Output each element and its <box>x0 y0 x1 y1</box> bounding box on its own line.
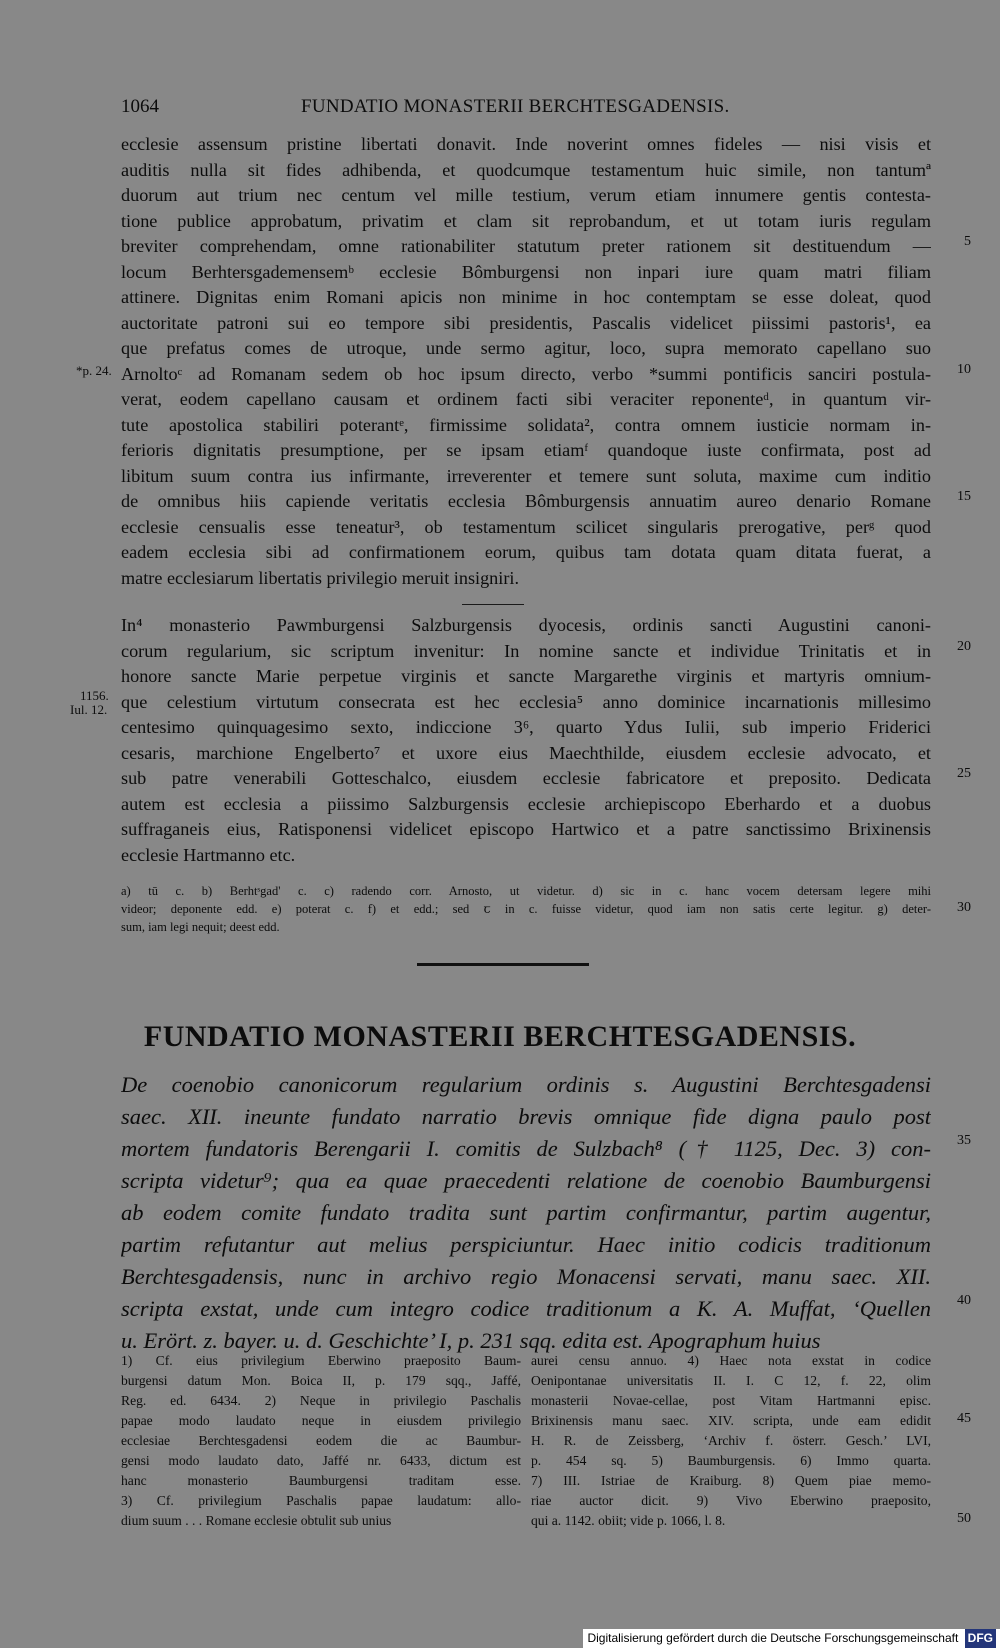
critical-apparatus <box>121 882 971 936</box>
text-line: 1) Cf. eius privilegium Eberwino praeposito Baum- <box>121 1353 521 1368</box>
page-number: 1064 <box>121 96 159 117</box>
line-number: 15 <box>957 489 971 504</box>
section-1-text <box>121 132 971 591</box>
line-number: 5 <box>964 234 971 249</box>
text-line: que celestium virtutum consecrata est hec ecclesia⁵ anno dominice incarnationis millesimo <box>121 691 931 712</box>
text-line: burgensi datum Mon. Boica II, p. 179 sqq., Jaffé, <box>121 1373 521 1388</box>
text-line: locum Berhtersgademensemᵇ ecclesie Bômburgensi non inpari iure quam matri filiam <box>121 261 931 282</box>
margin-date: Iul. 12. <box>70 702 108 717</box>
text-line: videor; deponente edd. e) poterat c. f) et edd.; sed ꞇ in c. fuisse videtur, quod iam non satis certe legitur. g) deter- <box>121 902 931 916</box>
text-line: eadem ecclesia sibi ad confirmationem eorum, quibus tam dotata quam ditata fuerat, a <box>121 542 931 562</box>
digitization-credit <box>583 1629 1000 1648</box>
text-line: Oenipontanae universitatis II. I. C 12, f. 22, olim <box>531 1373 931 1388</box>
text-line: autem est ecclesia a piissimo Salzburgensis ecclesie archiepiscopo Eberhardo et a duobus <box>121 793 931 814</box>
text-line: tione publice approbatum, privatim et clam sit reprobandum, et ut totam iuris regulam <box>121 210 931 231</box>
text-line: u. Erört. z. bayer. u. d. Geschichte’ I, p. 231 sqq. edita est. Apographum huius <box>121 1328 821 1353</box>
text-line: honore sancte Marie perpetue virginis et sancte Margarethe virginis et martyris omnium- <box>121 666 931 686</box>
article-title: FUNDATIO MONASTERII BERCHTESGADENSIS. <box>143 1020 857 1053</box>
line-number: 30 <box>957 900 971 915</box>
text-line: ecclesie assensum pristine libertati donavit. Inde noverint omnes fideles — nisi visis et <box>121 134 931 154</box>
text-line: de omnibus hiis capiende veritatis ecclesia Bômburgensis annuatim aureo denario Romane <box>121 491 931 511</box>
text-line: p. 454 sq. 5) Baumburgensis. 6) Immo quarta. <box>531 1453 931 1468</box>
credit-text: Digitalisierung gefördert durch die Deutsche Forschungsgemeinschaft <box>587 1631 959 1645</box>
line-number: 10 <box>957 361 971 377</box>
line-number: 40 <box>957 1293 971 1308</box>
text-line: mortem fundatoris Berengarii I. comitis de Sulzbach⁸ († 1125, Dec. 3) con- <box>121 1136 931 1161</box>
running-title: FUNDATIO MONASTERII BERCHTESGADENSIS. <box>301 96 730 117</box>
text-line: sub patre venerabili Gotteschalco, eiusdem ecclesie fabricatore et preposito. Dedicata <box>121 768 931 788</box>
text-line: papae modo laudato neque in eiusdem privilegio <box>121 1413 521 1428</box>
margin-year: 1156. <box>80 688 109 703</box>
line-number: 45 <box>957 1411 971 1426</box>
text-line: H. R. de Zeissberg, ‘Archiv f. österr. Gesch.’ LVI, <box>531 1433 931 1448</box>
dfg-logo: DFG <box>965 1629 996 1648</box>
text-line: De coenobio canonicorum regularium ordinis s. Augustini Berchtesgadensi <box>121 1072 931 1097</box>
text-line: breviter comprehendam, omne rationabiliter statutum preter rationem sit destituendum — <box>121 236 931 256</box>
text-line: saec. XII. ineunte fundato narratio brevis omnique fide digna paulo post <box>121 1104 931 1129</box>
text-line: verat, eodem capellano causam et ordinem facti sibi veraciter reponenteᵈ, in quantum vir- <box>121 389 931 409</box>
text-line: monasterii Novae-cellae, post Vitam Hartmanni episc. <box>531 1393 931 1408</box>
text-line: scripta videtur⁹; qua ea quae praecedenti relatione de coenobio Baumburgensi <box>121 1168 931 1193</box>
text-line: centesimo quinquagesimo sexto, indiccione 3⁶, quarto Ydus Iulii, sub imperio Friderici <box>121 717 931 737</box>
section-2-text <box>121 613 971 868</box>
text-line: Arnoltoᶜ ad Romanam sedem ob hoc ipsum directo, verbo *summi pontificis sanciri postula- <box>121 363 931 384</box>
text-line: scripta exstat, unde cum integro codice traditionum a K. A. Muffat, ‘Quellen <box>121 1296 931 1321</box>
intro-text <box>121 1069 971 1357</box>
text-line: libitum suum contra ius infirmante, irreverenter et temere sunt soluta, maxime cum inditio <box>121 465 931 486</box>
text-line: ecclesie Hartmanno etc. <box>121 844 296 865</box>
text-line: Reg. ed. 6434. 2) Neque in privilegio Paschalis <box>121 1393 521 1408</box>
text-line: ferioris dignitatis presumptione, per se ipsam etiamᶠ quandoque iuste confirmata, post ad <box>121 440 931 460</box>
text-line: duorum aut trium nec centum vel mille testium, verum etiam innumere gentis contesta- <box>121 185 931 205</box>
text-line: matre ecclesiarum libertatis privilegio meruit insigniri. <box>121 567 519 588</box>
text-line: qui a. 1142. obiit; vide p. 1066, l. 8. <box>531 1513 726 1528</box>
text-line: attinere. Dignitas enim Romani apicis non minime in hoc contemptam se esse doleat, quod <box>121 287 931 307</box>
text-line: dium suum . . . Romane ecclesie obtulit sub unius <box>121 1513 392 1528</box>
footnotes-left-column <box>121 1351 521 1531</box>
text-line: a) tū c. b) Berhtˢgad' c. c) radendo corr. Arnosto, ut videtur. d) sic in c. hanc vocem detersam legere mihi <box>121 884 931 898</box>
text-line: que prefatus comes de utroque, unde sermo agitur, loco, supra memorato capellano suo <box>121 338 931 358</box>
text-line: Brixinensis manu saec. XIV. scripta, unde eam edidit <box>531 1413 931 1428</box>
text-line: hanc monasterio Baumburgensi traditam esse. <box>121 1473 521 1488</box>
text-line: auctoritate patroni sui eo tempore sibi presidentis, Pascalis videlicet piissimi pastoris¹, ea <box>121 312 931 333</box>
text-line: aurei censu annuo. 4) Haec nota exstat in codice <box>531 1353 931 1368</box>
line-number: 50 <box>957 1511 971 1526</box>
text-line: suffraganeis eius, Ratisponensi videlicet episcopo Hartwico et a patre sanctissimo Brixinensis <box>121 819 931 839</box>
text-line: 7) III. Istriae de Kraiburg. 8) Quem piae memo- <box>531 1473 931 1488</box>
double-rule <box>417 963 589 966</box>
text-line: gensi modo laudato dato, Jaffé nr. 6433, dictum est <box>121 1453 521 1468</box>
text-line: riae auctor dicit. 9) Vivo Eberwino praeposito, <box>531 1493 931 1508</box>
text-line: Berchtesgadensis, nunc in archivo regio Monacensi servati, manu saec. XII. <box>121 1264 931 1289</box>
line-number: 20 <box>957 638 971 654</box>
line-number: 25 <box>957 766 971 781</box>
text-line: 3) Cf. privilegium Paschalis papae laudatum: allo- <box>121 1493 521 1508</box>
text-line: cesaris, marchione Engelberto⁷ et uxore eius Maechthilde, eiusdem ecclesie advocato, et <box>121 742 931 763</box>
text-line: ecclesiae Berchtesgadensi eodem die ac Baumbur- <box>121 1433 521 1448</box>
margin-page-note: *p. 24. <box>76 363 112 378</box>
text-line: ab eodem comite fundato tradita sunt partim confirmantur, partim augentur, <box>121 1200 931 1225</box>
text-line: sum, iam legi nequit; deest edd. <box>121 920 280 934</box>
text-line: tute apostolica stabiliri poterantᵉ, firmissime solidata², contra omnem iusticie normam in- <box>121 414 931 435</box>
text-line: partim refutantur aut melius perspiciuntur. Haec initio codicis traditionum <box>121 1232 931 1257</box>
section-separator <box>462 604 524 605</box>
footnotes-right-column <box>531 1351 971 1531</box>
text-line: In⁴ monasterio Pawmburgensi Salzburgensis dyocesis, ordinis sancti Augustini canoni- <box>121 615 931 635</box>
line-number: 35 <box>957 1133 971 1148</box>
text-line: auditis nulla sit fides adhibenda, et quodcumque testamentum huic simile, non tantumª <box>121 159 931 180</box>
text-line: corum regularium, sic scriptum invenitur: In nomine sancte et individue Trinitatis et in <box>121 640 931 661</box>
text-line: ecclesie censualis esse teneatur³, ob testamentum scilicet singularis prerogative, perᵍ quod <box>121 516 931 537</box>
